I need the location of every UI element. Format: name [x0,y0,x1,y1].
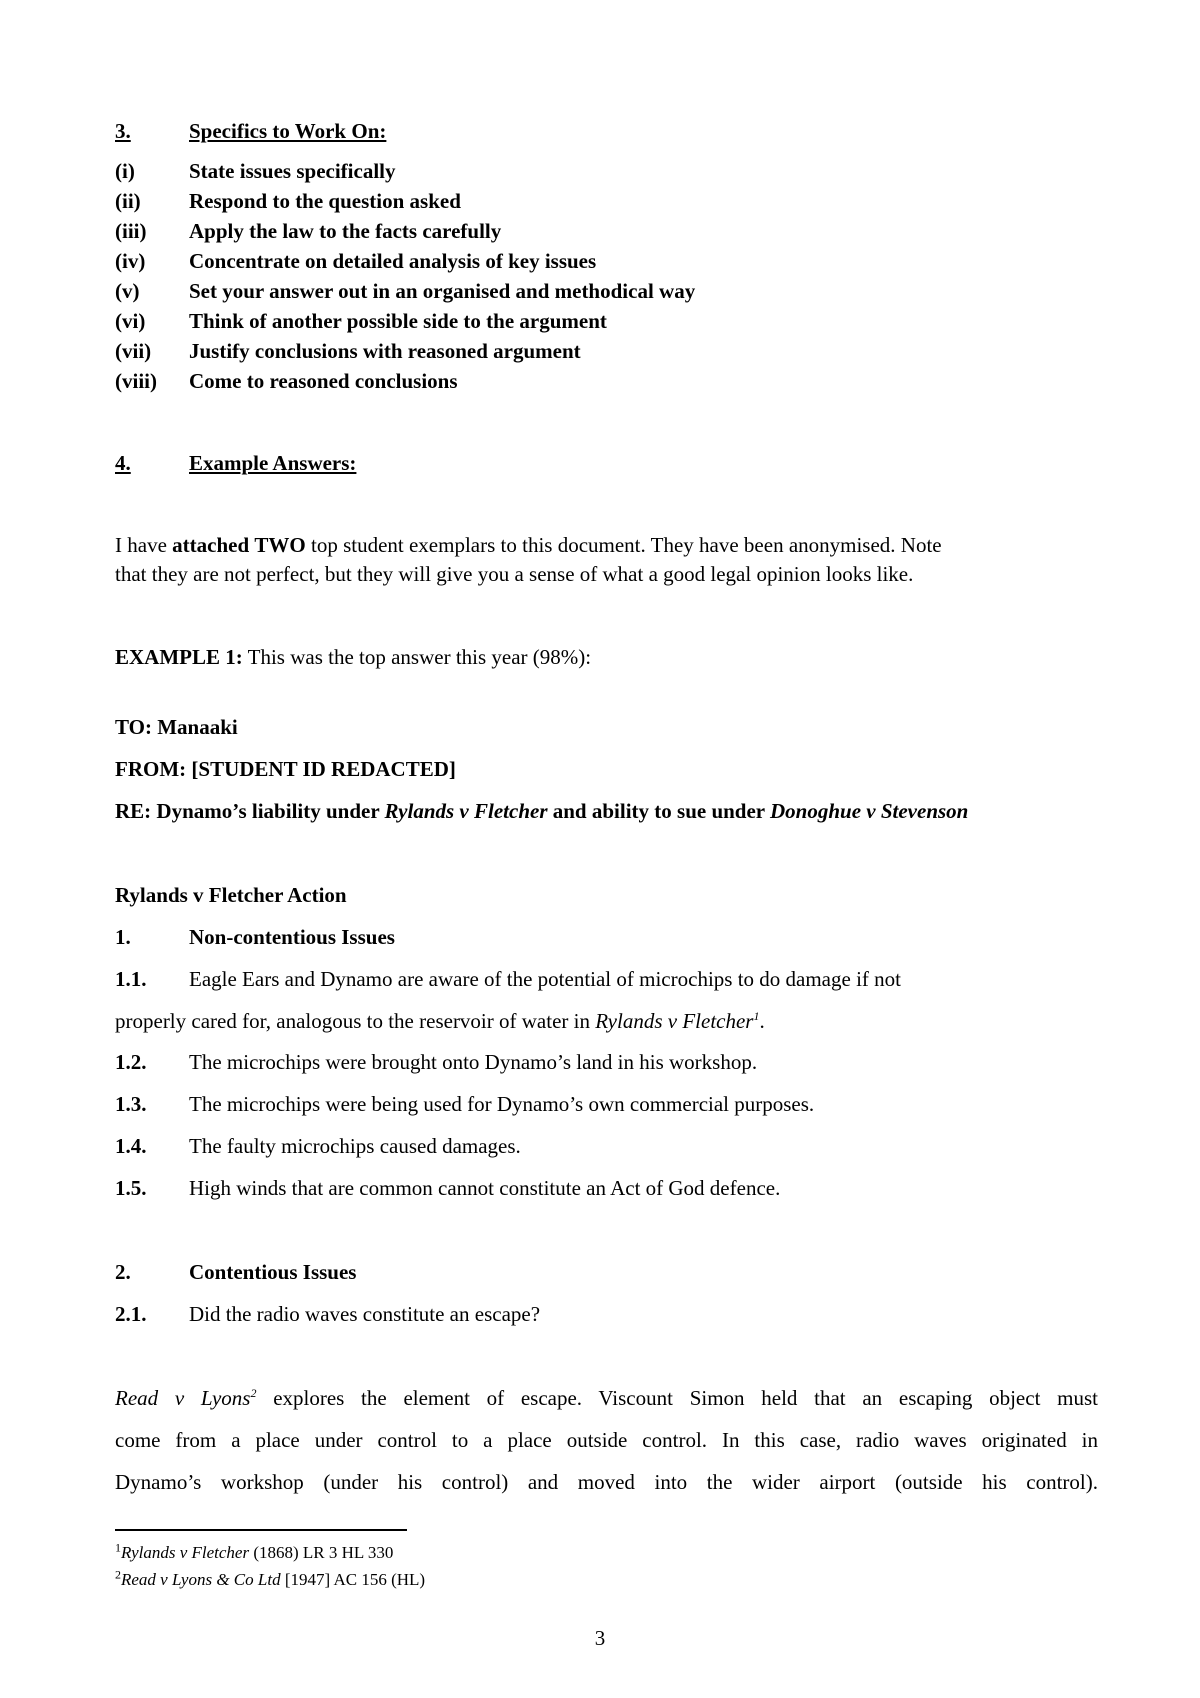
paragraph-line: Dynamo’s workshop (under his control) and moved into the wider airport (outside his control). [115,1470,1098,1494]
list-item-text: Think of another possible side to the argument [189,309,607,333]
item-text: properly cared for, analogous to the reservoir of water in [115,1009,596,1033]
list-item-number: (iii) [115,219,147,243]
case-name: Rylands v Fletcher [121,1543,250,1562]
part-2-number: 2. [115,1260,131,1284]
section-3-number: 3. [115,119,131,143]
question-number: 2.1. [115,1302,147,1326]
item-text: . [759,1009,765,1033]
item-number: 1.4. [115,1134,147,1158]
footnote-1 [115,1540,394,1563]
section-4-heading: Example Answers: [189,451,357,475]
item-text: The faulty microchips caused damages. [189,1134,521,1158]
item-number: 1.2. [115,1050,147,1074]
intro-text: top student exemplars to this document. They have been anonymised. Note [305,533,942,557]
action-heading: Rylands v Fletcher Action [115,883,347,907]
intro-paragraph-line2: that they are not perfect, but they will give you a sense of what a good legal opinion looks like. [115,562,914,586]
memo-re [115,799,968,824]
case-name: Read v Lyons & Co Ltd [121,1570,281,1589]
intro-paragraph-line1 [115,533,942,558]
paragraph-line: come from a place under control to a place outside control. In this case, radio waves originated in [115,1428,1098,1452]
example-text: This was the top answer this year (98%): [242,645,592,669]
section-4-number: 4. [115,451,131,475]
list-item-text: Justify conclusions with reasoned argument [189,339,581,363]
case-name: Rylands v Fletcher [595,1009,754,1033]
paragraph-text: explores the element of escape. Viscount Simon held that an escaping object must [256,1386,1098,1410]
memo-re-text: and ability to sue under [547,799,770,823]
list-item-number: (iv) [115,249,146,273]
memo-from: FROM: [STUDENT ID REDACTED] [115,757,456,781]
citation: [1947] AC 156 (HL) [280,1570,426,1589]
item-text: The microchips were being used for Dynamo’s own commercial purposes. [189,1092,815,1116]
list-item-text: Apply the law to the facts carefully [189,219,502,243]
intro-text: I have [115,533,173,557]
item-text: Eagle Ears and Dynamo are aware of the potential of microchips to do damage if not [189,967,901,991]
list-item-number: (v) [115,279,140,303]
list-item-text: Respond to the question asked [189,189,461,213]
item-number: 1.3. [115,1092,147,1116]
list-item-text: Concentrate on detailed analysis of key issues [189,249,597,273]
question-text: Did the radio waves constitute an escape? [189,1302,541,1326]
intro-bold-two: TWO [254,533,306,557]
item-number: 1.5. [115,1176,147,1200]
part-1-heading: Non-contentious Issues [189,925,395,949]
list-item-number: (ii) [115,189,141,213]
citation: (1868) LR 3 HL 330 [249,1543,394,1562]
paragraph-line [115,1386,1098,1411]
item-continuation [115,1009,765,1034]
footnote-marker: 1 [115,1540,121,1555]
footnote-marker: 2 [115,1567,121,1582]
item-text: High winds that are common cannot constitute an Act of God defence. [189,1176,781,1200]
list-item-text: State issues specifically [189,159,396,183]
section-3-heading: Specifics to Work On: [189,119,387,143]
example-label: EXAMPLE 1: [115,645,243,669]
footnote-ref: 1 [753,1009,760,1023]
case-name: Read v Lyons [115,1386,251,1410]
footnote-divider [115,1529,407,1531]
list-item-number: (i) [115,159,135,183]
example-1-label [115,645,591,670]
memo-re-text: RE: Dynamo’s liability under [115,799,385,823]
case-name: Donoghue v Stevenson [770,799,969,823]
page-number: 3 [594,1626,606,1650]
intro-bold-attached: attached [172,533,250,557]
list-item-text: Set your answer out in an organised and methodical way [189,279,696,303]
item-text: The microchips were brought onto Dynamo’s land in his workshop. [189,1050,758,1074]
part-2-heading: Contentious Issues [189,1260,357,1284]
list-item-number: (vi) [115,309,146,333]
item-number: 1.1. [115,967,147,991]
case-name: Rylands v Fletcher [384,799,548,823]
list-item-number: (viii) [115,369,157,393]
part-1-number: 1. [115,925,131,949]
footnote-2 [115,1567,426,1590]
memo-to: TO: Manaaki [115,715,238,739]
list-item-number: (vii) [115,339,152,363]
footnote-ref: 2 [250,1386,257,1400]
list-item-text: Come to reasoned conclusions [189,369,458,393]
